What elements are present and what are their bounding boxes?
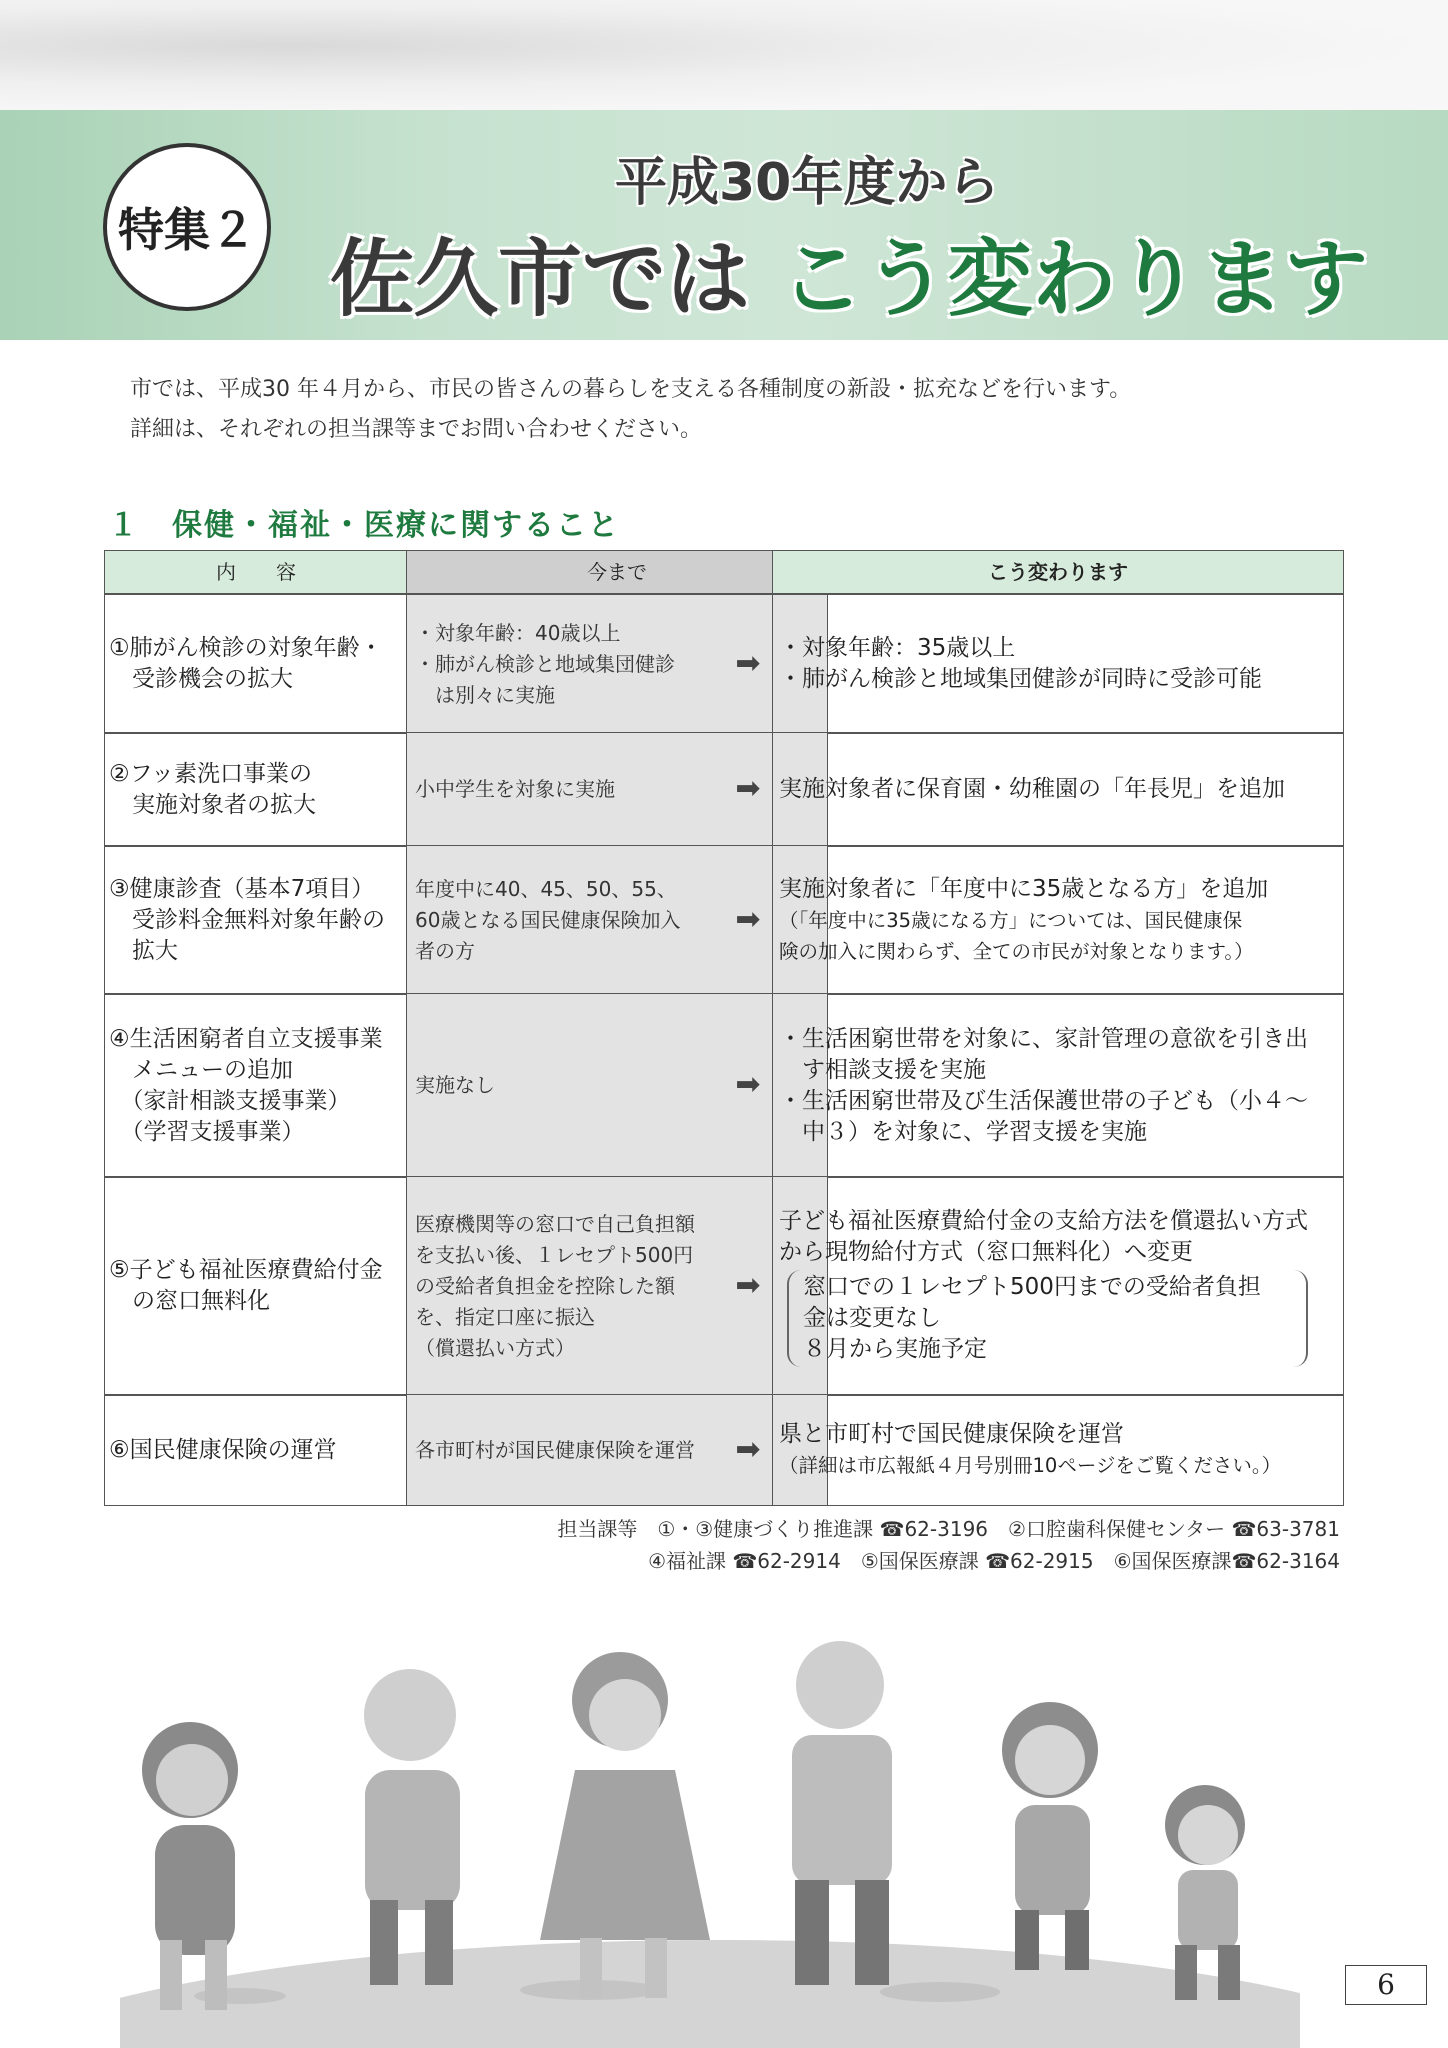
page-number: 6 [1345, 1965, 1427, 2005]
cell-line: 実施対象者に保育園・幼稚園の「年長児」を追加 [779, 776, 1285, 802]
cell-line: メニューの追加 [109, 1056, 293, 1083]
intro-text [130, 370, 1131, 450]
cell-line: 窓口での１レセプト500円までの受給者負担 [803, 1273, 1261, 1300]
cell-line: から現物給付方式（窓口無料化）へ変更 [779, 1238, 1193, 1265]
row4-after [772, 993, 1344, 1178]
cell-line: 60歳となる国民健康保険加入 [415, 907, 681, 932]
feature-badge: 特集２ [103, 143, 271, 311]
cell-line: ①肺がん検診の対象年齢・ [109, 635, 383, 661]
row3-after [772, 845, 1344, 995]
cell-line: 中３）を対象に、学習支援を実施 [779, 1118, 1147, 1145]
cell-line: の受給者負担金を控除した額 [415, 1273, 675, 1298]
row4-content [104, 993, 408, 1178]
cell-line: 各市町村が国民健康保険を運営 [415, 1437, 695, 1462]
cell-line: 医療機関等の窓口で自己負担額 [415, 1211, 695, 1236]
cell-line: ④生活困窮者自立支援事業 [109, 1025, 383, 1052]
row5-note [787, 1270, 1308, 1367]
cell-line: 年度中に40、45、50、55、 [415, 876, 677, 901]
header-background [0, 0, 1448, 115]
intro-line: 市では、平成30 年４月から、市民の皆さんの暮らしを支える各種制度の新設・拡充などを行います。 [130, 377, 1132, 402]
row3-content [104, 845, 408, 995]
row2-content [104, 732, 408, 847]
cell-line: （家計相談支援事業） [109, 1087, 351, 1114]
cell-line: ・対象年齢：35歳以上 [779, 635, 1016, 661]
row1-after [772, 594, 1344, 734]
cell-line: ⑤子ども福祉医療費給付金 [109, 1257, 383, 1283]
cell-line: ８月から実施予定 [803, 1335, 987, 1362]
cell-line: は別々に実施 [415, 682, 555, 707]
cell-line: 県と市町村で国民健康保険を運営 [779, 1421, 1124, 1447]
cell-line: ・生活困窮世帯を対象に、家計管理の意欲を引き出 [779, 1025, 1308, 1052]
arrow-right-icon: ➡ [735, 902, 761, 937]
cell-line: の窓口無料化 [109, 1288, 270, 1314]
row1-before [406, 594, 828, 734]
cell-line: 険の加入に関わらず、全ての市民が対象となります。） [779, 939, 1254, 963]
cell-line: ・肺がん検診と地域集団健診が同時に受診可能 [779, 666, 1262, 692]
arrow-right-icon: ➡ [735, 771, 761, 806]
header-content: 内 容 [104, 550, 408, 594]
row2-before [406, 732, 828, 847]
intro-line: 詳細は、それぞれの担当課等までお問い合わせください。 [130, 417, 703, 442]
cell-line: を支払い後、１レセプト500円 [415, 1242, 694, 1267]
cell-line: 小中学生を対象に実施 [415, 777, 615, 801]
row2-after [772, 732, 1344, 847]
cell-line: ⑥国民健康保険の運営 [109, 1436, 337, 1463]
cell-line: 者の方 [415, 938, 475, 963]
row6-content [104, 1394, 408, 1506]
cell-line: を、指定口座に振込 [415, 1304, 595, 1329]
row4-before [406, 993, 828, 1178]
row5-content [104, 1176, 408, 1396]
cell-line: （学習支援事業） [109, 1118, 305, 1145]
header-before: 今まで [406, 550, 828, 594]
cell-line: ・対象年齢：40歳以上 [415, 620, 621, 645]
contact-info [455, 1513, 1340, 1577]
page-title [330, 212, 1368, 333]
cell-line: （詳細は市広報紙４月号別冊10ページをご覧ください。） [779, 1454, 1282, 1477]
row6-before [406, 1394, 828, 1506]
cell-line: 拡大 [109, 937, 178, 964]
header-subtitle: 平成30年度から [615, 153, 1000, 213]
title-part-2: こう変わります [780, 230, 1369, 328]
row5-after [772, 1176, 1344, 1396]
cell-line: 実施なし [415, 1073, 495, 1097]
running-family-illustration [120, 1620, 1300, 2048]
title-part-1: 佐久市では [330, 230, 751, 328]
cell-line: ②フッ素洗口事業の [109, 760, 313, 787]
header-after: こう変わります [772, 550, 1344, 594]
cell-line: ・生活困窮世帯及び生活保護世帯の子ども（小４～ [779, 1087, 1308, 1114]
cell-line: 受診機会の拡大 [109, 666, 293, 692]
cell-line: 実施対象者に「年度中に35歳となる方」を追加 [779, 875, 1269, 902]
cell-line: す相談支援を実施 [779, 1056, 986, 1083]
arrow-right-icon: ➡ [735, 646, 761, 681]
cell-line: （償還払い方式） [415, 1335, 575, 1360]
section-title: １ 保健・福祉・医療に関すること [108, 508, 620, 543]
arrow-right-icon: ➡ [735, 1432, 761, 1467]
row5-before [406, 1176, 828, 1396]
row3-before [406, 845, 828, 995]
contact-line: 担当課等 ①・③健康づくり推進課 ☎62-3196 ②口腔歯科保健センター ☎63-3781 [557, 1517, 1340, 1541]
cell-line: 実施対象者の拡大 [109, 791, 316, 818]
cell-line: ③健康診査（基本7項目） [109, 875, 375, 902]
cell-line: ・肺がん検診と地域集団健診 [415, 651, 675, 676]
row6-after [772, 1394, 1344, 1506]
arrow-right-icon: ➡ [735, 1268, 761, 1303]
contact-line: ④福祉課 ☎62-2914 ⑤国保医療課 ☎62-2915 ⑥国保医療課☎62-3164 [648, 1549, 1340, 1573]
cell-line: 受診料金無料対象年齢の [109, 906, 385, 933]
row1-content [104, 594, 408, 734]
cell-line: （「年度中に35歳になる方」については、国民健康保 [779, 908, 1243, 932]
arrow-right-icon: ➡ [735, 1067, 761, 1102]
cell-line: 子ども福祉医療費給付金の支給方法を償還払い方式 [779, 1207, 1308, 1234]
cell-line: 金は変更なし [803, 1304, 941, 1331]
